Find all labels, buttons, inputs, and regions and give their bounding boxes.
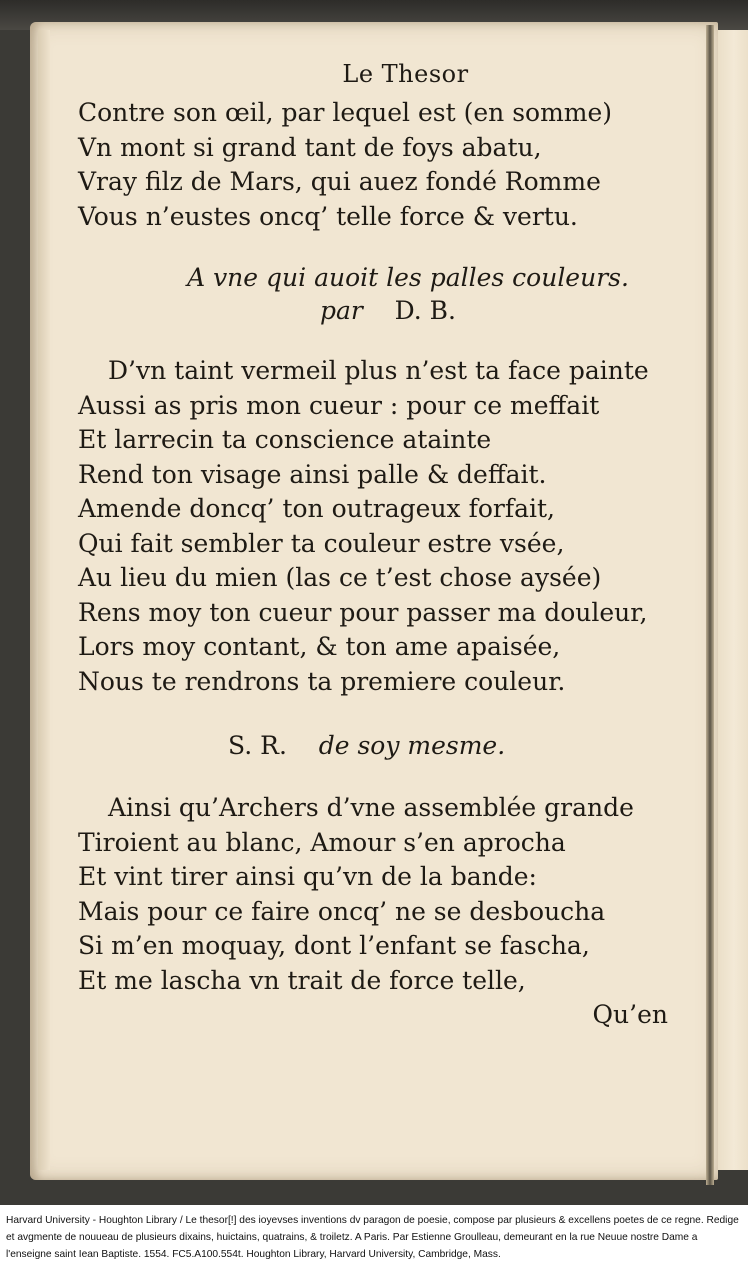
verse-line: Contre son œil, par lequel est (en somme) [78,98,613,127]
verse-line: Rens moy ton cueur pour passer ma douleur, [78,597,648,627]
page-text [78,60,698,1032]
verse-line: Rend ton visage ainsi palle & deffait. [78,459,547,489]
heading-author: S. R. [228,731,287,760]
verse-line: Au lieu du mien (las ce t’est chose aysée) [78,563,602,592]
running-head: Le Thesor [342,60,469,88]
heading-title: de soy mesme. [318,731,506,760]
verse-line: Et larrecin ta conscience atainte [78,425,492,454]
verse-line: Aussi as pris mon cueur : pour ce meffait [78,390,600,420]
catchword: Qu’en [592,1000,668,1029]
verse-line: D’vn taint vermeil plus n’est ta face painte [108,356,649,385]
poem-byline [78,294,698,328]
stanza-1 [78,96,698,234]
byline-prefix: par [319,296,363,325]
verse-line: Ainsi qu’Archers d’vne assemblée grande [108,793,634,822]
page-fore-edge [38,30,50,1170]
poem-heading [78,729,698,763]
stanza-3 [78,791,698,998]
byline-author: D. B. [394,296,457,325]
book-gutter [706,25,714,1185]
stanza-2 [78,354,698,699]
verse-line: Amende doncq’ ton outrageux forfait, [78,494,556,523]
poem-heading: A vne qui auoit les palles couleurs. [187,263,629,292]
verse-line: Si m’en moquay, dont l’enfant se fascha, [78,931,590,960]
verse-line: Vous n’eustes oncq’ telle force & vertu. [78,201,578,231]
verse-line: Qui fait sembler ta couleur estre vsée, [78,528,565,558]
verse-line: Nous te rendrons ta premiere couleur. [78,666,566,696]
verse-line: Vn mont si grand tant de foys abatu, [78,132,542,162]
verse-line: Vray filz de Mars, qui auez fondé Romme [78,167,601,196]
verse-line: Mais pour ce faire oncq’ ne se desboucha [78,896,606,926]
verse-line: Tiroient au blanc, Amour s’en aprocha [78,827,566,857]
verse-line: Et vint tirer ainsi qu’vn de la bande: [78,862,537,891]
image-caption: Harvard University - Houghton Library / Le thesor[!] des ioyevses inventions dv paragon de poesie, compose par plusieurs & excellens poetes de ce regne. Redige et avgmente de nouueau de plusieurs dixains, huictains, quatrains, & troiletz. A Paris. Par Estienne Groulleau, demeurant en la rue Neuue nostre Dame a l'enseigne saint Iean Baptiste. 1554. FC5.A100.554t. Houghton Library, Harvard University, Cambridge, Mass. [6,1215,739,1260]
verse-line: Lors moy contant, & ton ame apaisée, [78,632,561,661]
verse-line: Et me lascha vn trait de force telle, [78,965,526,995]
